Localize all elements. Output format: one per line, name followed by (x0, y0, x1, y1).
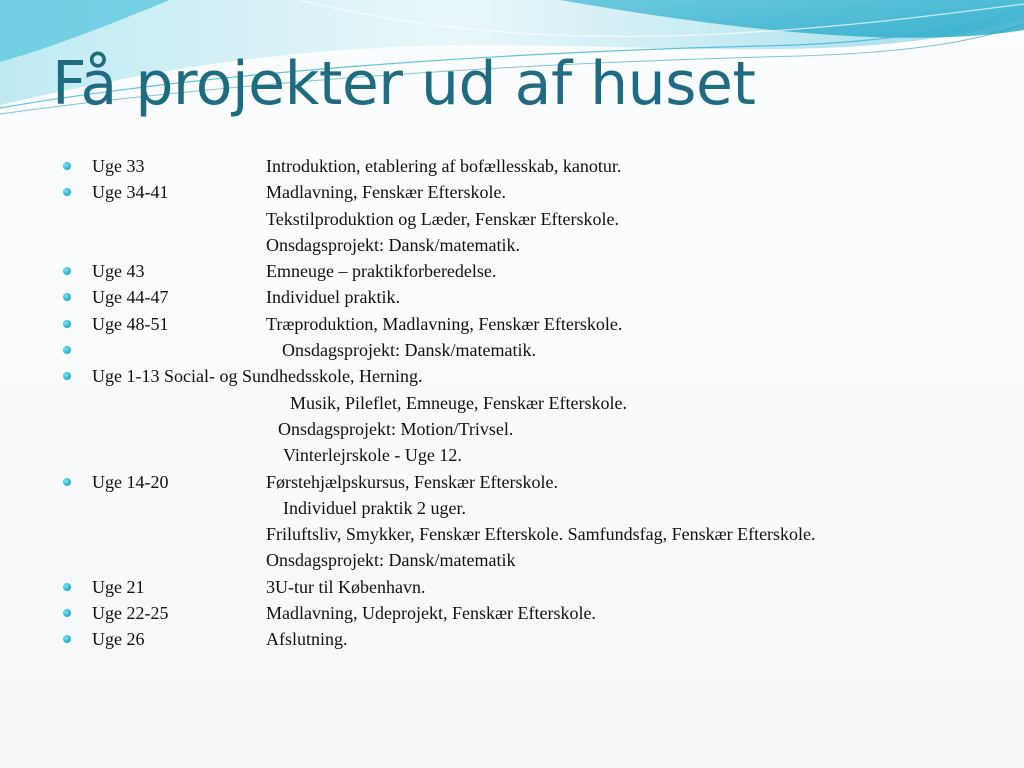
bullet-icon (63, 583, 71, 591)
activity-text: Friluftsliv, Smykker, Fenskær Efterskole. Samfundsfag, Fenskær Efterskole. (266, 524, 816, 545)
activity-text: Afslutning. (266, 629, 348, 650)
bullet-icon (63, 346, 71, 354)
week-label: Uge 33 (92, 156, 145, 176)
activity-text: Individuel praktik. (266, 287, 400, 308)
week-label: Uge 43 (92, 261, 145, 282)
bullet-icon (63, 635, 71, 643)
week-label: Uge 48-51 (92, 313, 169, 334)
activity-text: 3U-tur til København. (266, 576, 426, 597)
bullet-icon (63, 372, 71, 380)
week-label: Uge 21 (92, 576, 145, 597)
activity-text: Førstehjælpskursus, Fenskær Efterskole. (266, 471, 558, 492)
activity-text: Madlavning, Udeprojekt, Fenskær Efterskole. (266, 603, 596, 624)
activity-text: Tekstilproduktion og Læder, Fenskær Efterskole. (266, 208, 619, 229)
week-label: Uge 44-47 (92, 287, 169, 308)
bullet-icon (63, 609, 71, 617)
activity-text: Vinterlejrskole - Uge 12. (283, 445, 462, 466)
bullet-icon (63, 320, 71, 328)
bullet-icon (63, 267, 71, 275)
week-label: Uge 34-41 (92, 182, 169, 203)
bullet-icon (63, 293, 71, 301)
activity-text: Madlavning, Fenskær Efterskole. (266, 182, 506, 203)
week-label: Uge 22-25 (92, 603, 169, 624)
activity-text: Emneuge – praktikforberedelse. (266, 261, 497, 282)
bullet-icon (63, 188, 71, 196)
bullet-icon (63, 478, 71, 486)
activity-text: Onsdagsprojekt: Motion/Trivsel. (278, 418, 514, 439)
week-label: Uge 26 (92, 629, 145, 650)
activity-text: Onsdagsprojekt: Dansk/matematik. (282, 340, 536, 361)
week-label: Uge 14-20 (92, 471, 169, 492)
slide-title: Få projekter ud af huset (52, 49, 756, 119)
bullet-icon (63, 162, 71, 170)
activity-text: Træproduktion, Madlavning, Fenskær Efterskole. (266, 313, 623, 334)
activity-text: Onsdagsprojekt: Dansk/matematik (266, 550, 516, 571)
activity-text: Musik, Pileflet, Emneuge, Fenskær Efterskole. (290, 392, 627, 413)
week-label: Uge 1-13 Social- og Sundhedsskole, Herning. (92, 366, 423, 387)
activity-text: Introduktion, etablering af bofællesskab, kanotur. (266, 156, 622, 176)
activity-text: Individuel praktik 2 uger. (283, 497, 466, 518)
activity-text: Onsdagsprojekt: Dansk/matematik. (266, 234, 520, 255)
